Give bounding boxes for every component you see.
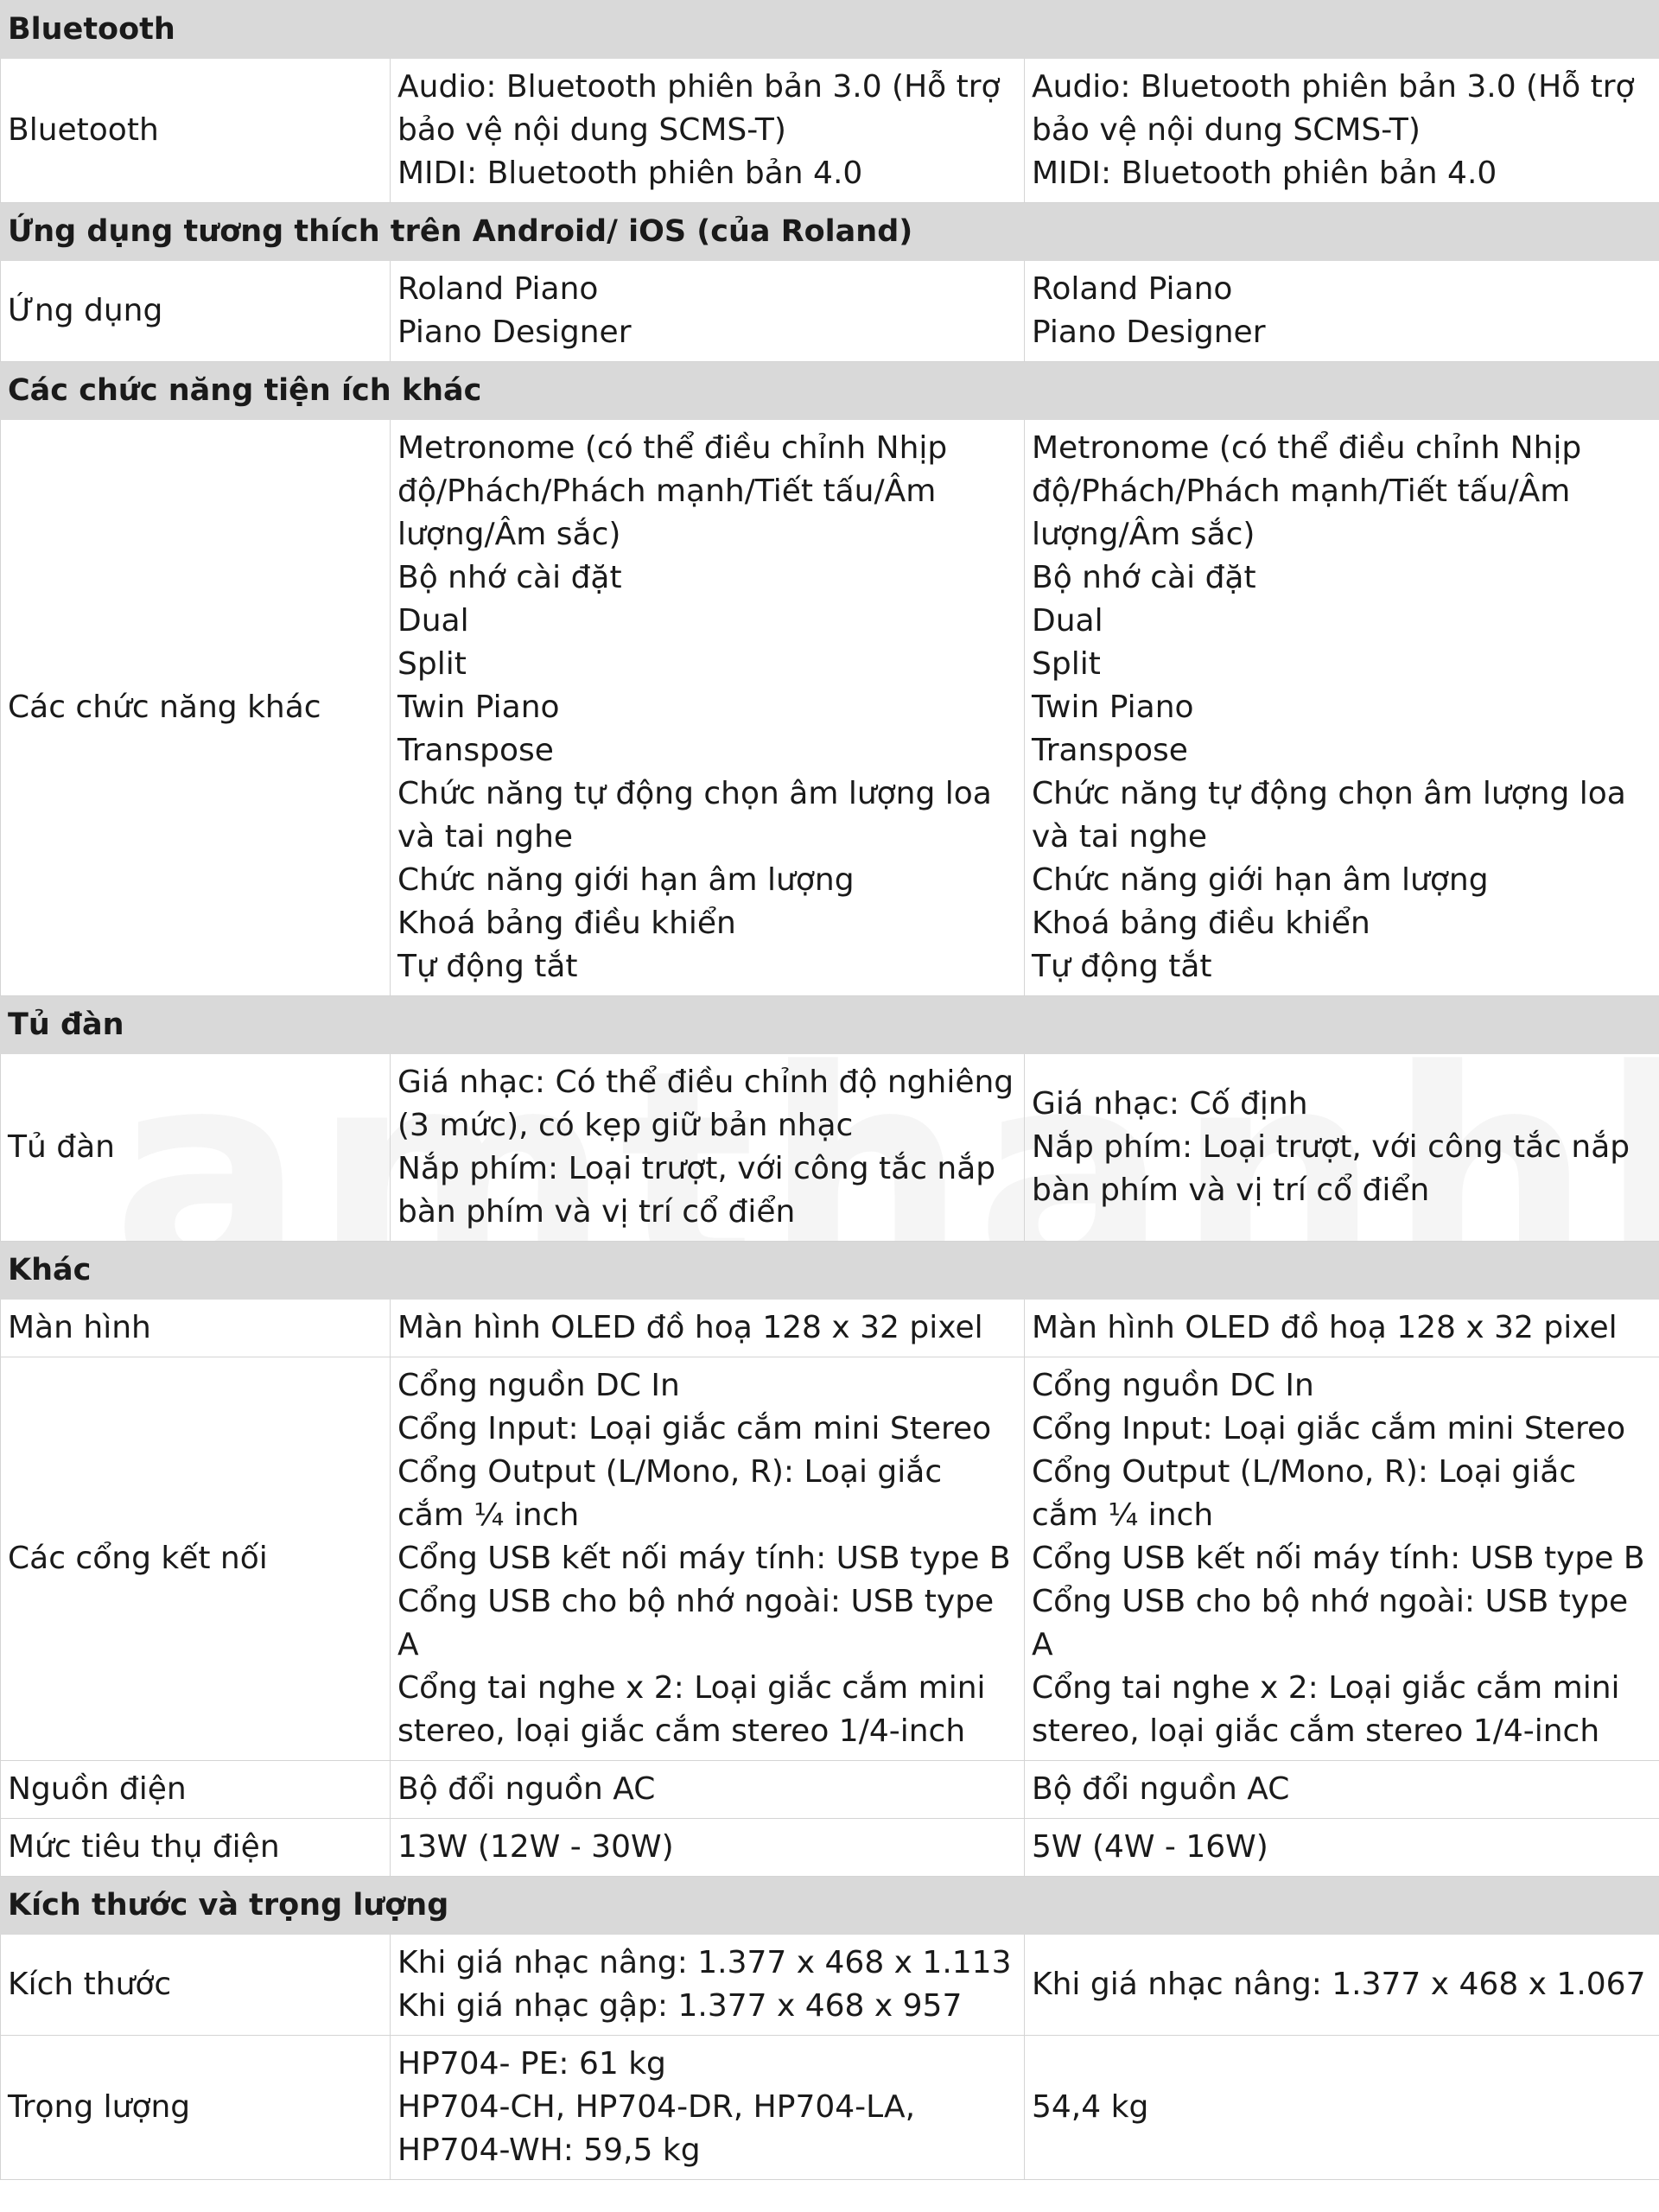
spec-row-man-hinh — [1, 1300, 1659, 1357]
spec-value-line: Audio: Bluetooth phiên bản 3.0 (Hỗ trợ bảo vệ nội dung SCMS-T) — [397, 69, 1001, 148]
section-title: Khác — [1, 1242, 1659, 1300]
spec-value-line: Piano Designer — [1032, 315, 1266, 350]
section-title: Tủ đàn — [1, 996, 1659, 1054]
spec-value-line: Màn hình OLED đồ hoạ 128 x 32 pixel — [1032, 1310, 1618, 1345]
spec-value-line: Khoá bảng điều khiển — [397, 906, 736, 941]
spec-row-tu-dan — [1, 1054, 1659, 1242]
spec-value-line: Chức năng giới hạn âm lượng — [397, 862, 855, 898]
spec-value-line: Bộ nhớ cài đặt — [1032, 560, 1256, 595]
spec-table-body — [1, 1, 1659, 2180]
spec-row-cac-cong-ket-noi — [1, 1357, 1659, 1761]
spec-value-model-1 — [391, 59, 1025, 203]
spec-value-line: Roland Piano — [397, 271, 599, 307]
spec-label: Kích thước — [1, 1935, 391, 2036]
spec-value-model-1 — [391, 1935, 1025, 2036]
spec-row-muc-tieu-thu-dien — [1, 1819, 1659, 1877]
spec-value-line: Cổng tai nghe x 2: Loại giắc cắm mini stereo, loại giắc cắm stereo 1/4-inch — [1032, 1670, 1620, 1749]
section-header-kich-thuoc-va-trong-luong — [1, 1877, 1659, 1935]
spec-value-line: Bộ đổi nguồn AC — [1032, 1771, 1290, 1807]
spec-value-line: Màn hình OLED đồ hoạ 128 x 32 pixel — [397, 1310, 983, 1345]
spec-value-line: Dual — [397, 603, 469, 639]
spec-value-model-2 — [1025, 2036, 1659, 2180]
spec-value-line: 5W (4W - 16W) — [1032, 1829, 1268, 1865]
spec-value-line: Cổng USB cho bộ nhớ ngoài: USB type A — [397, 1584, 995, 1662]
section-header-tu-dan — [1, 996, 1659, 1054]
spec-value-model-2 — [1025, 1300, 1659, 1357]
spec-row-kich-thuoc — [1, 1935, 1659, 2036]
spec-value-line: Cổng nguồn DC In — [397, 1368, 680, 1403]
spec-value-line: Audio: Bluetooth phiên bản 3.0 (Hỗ trợ bảo vệ nội dung SCMS-T) — [1032, 69, 1635, 148]
spec-value-line: Chức năng giới hạn âm lượng — [1032, 862, 1489, 898]
spec-value-model-2 — [1025, 1935, 1659, 2036]
spec-label: Các cổng kết nối — [1, 1357, 391, 1761]
spec-value-line: Cổng USB kết nối máy tính: USB type B — [1032, 1541, 1645, 1576]
spec-value-line: Giá nhạc: Có thể điều chỉnh độ nghiêng (3 mức), có kẹp giữ bản nhạc — [397, 1065, 1014, 1143]
spec-value-line: Transpose — [1032, 733, 1188, 768]
spec-value-line: Chức năng tự động chọn âm lượng loa và tai nghe — [397, 776, 992, 855]
spec-value-line: Split — [1032, 646, 1101, 682]
spec-value-line: Tự động tắt — [397, 949, 578, 984]
spec-value-line: Piano Designer — [397, 315, 632, 350]
spec-value-line: MIDI: Bluetooth phiên bản 4.0 — [397, 156, 863, 191]
spec-row-ung-dung — [1, 261, 1659, 362]
spec-value-model-2 — [1025, 261, 1659, 362]
spec-value-line: Transpose — [397, 733, 554, 768]
spec-value-line: 13W (12W - 30W) — [397, 1829, 674, 1865]
spec-value-line: Cổng Output (L/Mono, R): Loại giắc cắm ¼ inch — [1032, 1454, 1577, 1533]
spec-value-line: Metronome (có thể điều chỉnh Nhịp độ/Phách/Phách mạnh/Tiết tấu/Âm lượng/Âm sắc) — [397, 430, 948, 552]
section-header-ung-dung-tuong-thich-tren-android-ios-cua-roland — [1, 203, 1659, 261]
spec-row-nguon-dien — [1, 1761, 1659, 1819]
spec-value-line: HP704- PE: 61 kg — [397, 2046, 666, 2082]
spec-value-line: Bộ đổi nguồn AC — [397, 1771, 656, 1807]
spec-value-model-2 — [1025, 1357, 1659, 1761]
spec-value-model-2 — [1025, 1761, 1659, 1819]
spec-value-line: Metronome (có thể điều chỉnh Nhịp độ/Phách/Phách mạnh/Tiết tấu/Âm lượng/Âm sắc) — [1032, 430, 1582, 552]
spec-value-model-1 — [391, 420, 1025, 996]
spec-label: Các chức năng khác — [1, 420, 391, 996]
spec-label: Bluetooth — [1, 59, 391, 203]
spec-value-model-1 — [391, 2036, 1025, 2180]
spec-value-line: Split — [397, 646, 467, 682]
spec-value-model-1 — [391, 1300, 1025, 1357]
spec-value-line: Giá nhạc: Cố định — [1032, 1086, 1308, 1122]
spec-row-bluetooth — [1, 59, 1659, 203]
section-title: Kích thước và trọng lượng — [1, 1877, 1659, 1935]
spec-value-line: HP704-CH, HP704-DR, HP704-LA, HP704-WH: 59,5 kg — [397, 2089, 916, 2168]
spec-row-cac-chuc-nang-khac — [1, 420, 1659, 996]
spec-value-line: Twin Piano — [1032, 690, 1194, 725]
spec-value-line: Twin Piano — [397, 690, 560, 725]
spec-value-line: Roland Piano — [1032, 271, 1233, 307]
section-title: Bluetooth — [1, 1, 1659, 59]
spec-value-line: Cổng Input: Loại giắc cắm mini Stereo — [1032, 1411, 1626, 1446]
spec-value-line: Khi giá nhạc nâng: 1.377 x 468 x 1.067 — [1032, 1967, 1646, 2002]
spec-value-model-2 — [1025, 420, 1659, 996]
spec-value-line: Dual — [1032, 603, 1103, 639]
spec-value-model-1 — [391, 1054, 1025, 1242]
spec-value-line: MIDI: Bluetooth phiên bản 4.0 — [1032, 156, 1497, 191]
spec-value-line: Cổng tai nghe x 2: Loại giắc cắm mini stereo, loại giắc cắm stereo 1/4-inch — [397, 1670, 986, 1749]
spec-value-model-2 — [1025, 59, 1659, 203]
spec-value-model-2 — [1025, 1819, 1659, 1877]
spec-value-line: Cổng Input: Loại giắc cắm mini Stereo — [397, 1411, 992, 1446]
spec-value-model-1 — [391, 1357, 1025, 1761]
spec-row-trong-luong — [1, 2036, 1659, 2180]
spec-value-line: Bộ nhớ cài đặt — [397, 560, 622, 595]
spec-value-line: Cổng nguồn DC In — [1032, 1368, 1314, 1403]
spec-label: Nguồn điện — [1, 1761, 391, 1819]
section-header-cac-chuc-nang-tien-ich-khac — [1, 362, 1659, 420]
spec-value-model-1 — [391, 1819, 1025, 1877]
spec-value-line: Nắp phím: Loại trượt, với công tắc nắp bàn phím và vị trí cổ điển — [397, 1151, 996, 1230]
spec-label: Trọng lượng — [1, 2036, 391, 2180]
spec-label: Màn hình — [1, 1300, 391, 1357]
spec-value-line: Khi giá nhạc nâng: 1.377 x 468 x 1.113 — [397, 1945, 1012, 1980]
spec-label: Mức tiêu thụ điện — [1, 1819, 391, 1877]
spec-value-model-1 — [391, 1761, 1025, 1819]
spec-value-line: Chức năng tự động chọn âm lượng loa và tai nghe — [1032, 776, 1626, 855]
spec-value-model-1 — [391, 261, 1025, 362]
spec-value-line: Khoá bảng điều khiển — [1032, 906, 1370, 941]
spec-value-line: Cổng USB kết nối máy tính: USB type B — [397, 1541, 1011, 1576]
spec-value-line: 54,4 kg — [1032, 2089, 1149, 2125]
spec-label: Tủ đàn — [1, 1054, 391, 1242]
section-header-khac — [1, 1242, 1659, 1300]
spec-value-line: Khi giá nhạc gập: 1.377 x 468 x 957 — [397, 1988, 963, 2024]
spec-value-line: Cổng USB cho bộ nhớ ngoài: USB type A — [1032, 1584, 1629, 1662]
spec-label: Ứng dụng — [1, 261, 391, 362]
spec-value-line: Nắp phím: Loại trượt, với công tắc nắp bàn phím và vị trí cổ điển — [1032, 1129, 1630, 1208]
section-title: Ứng dụng tương thích trên Android/ iOS (của Roland) — [1, 203, 1659, 261]
section-header-bluetooth — [1, 1, 1659, 59]
spec-value-line: Tự động tắt — [1032, 949, 1212, 984]
spec-value-line: Cổng Output (L/Mono, R): Loại giắc cắm ¼ inch — [397, 1454, 943, 1533]
spec-value-model-2 — [1025, 1054, 1659, 1242]
section-title: Các chức năng tiện ích khác — [1, 362, 1659, 420]
